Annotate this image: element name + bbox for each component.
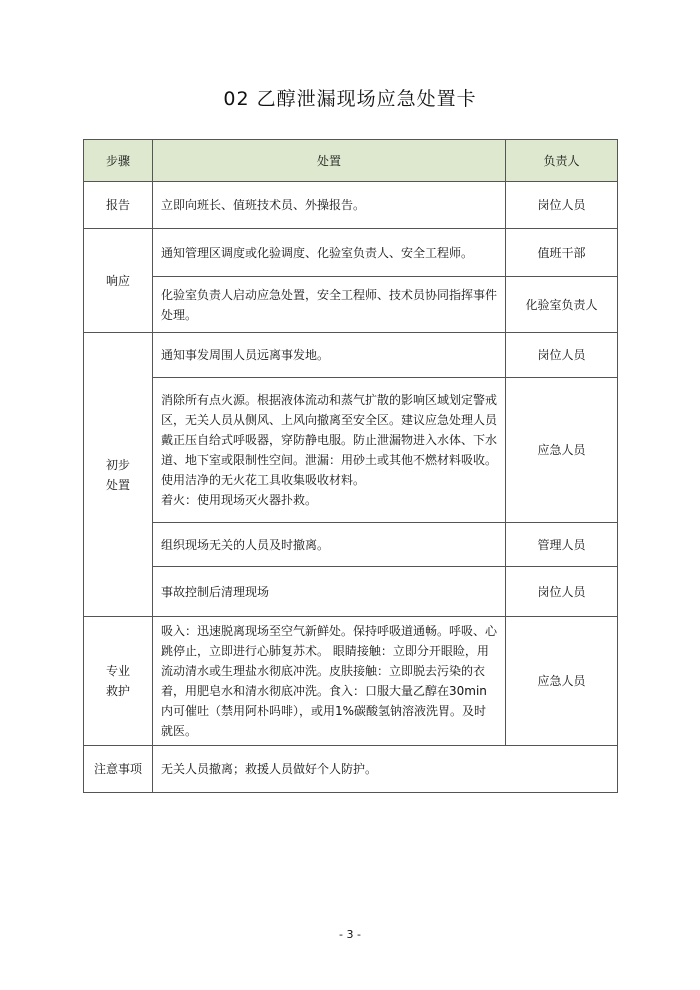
table-row <box>84 617 618 746</box>
table-row <box>84 523 618 567</box>
step-rescue-line1: 专业 <box>105 664 130 678</box>
action-cell: 吸入：迅速脱离现场至空气新鲜处。保持呼吸道通畅。呼吸、心跳停止，立即进行心肺复苏术。 眼睛接触：立即分开眼睑，用流动清水或生理盐水彻底冲洗。皮肤接触：立即脱去污染的衣着，用肥皂水和清水彻底冲洗。食入：口服大量乙醇在30min内可催吐（禁用阿朴吗啡），或用1%碳酸氢钠溶液洗胃。及时就医。 <box>153 617 506 746</box>
header-owner: 负责人 <box>506 140 618 182</box>
owner-cell: 应急人员 <box>506 617 618 746</box>
owner-cell: 化验室负责人 <box>506 277 618 333</box>
owner-cell: 岗位人员 <box>506 333 618 378</box>
card-title: 02 乙醇泄漏现场应急处置卡 <box>223 88 477 110</box>
table-row <box>84 182 618 229</box>
action-line: 着火：使用现场灭火器扑救。 <box>161 493 318 507</box>
step-initial <box>84 333 153 617</box>
action-cell: 通知管理区调度或化验调度、化验室负责人、安全工程师。 <box>153 229 506 277</box>
step-rescue <box>84 617 153 746</box>
action-cell <box>153 378 506 523</box>
step-rescue-line2: 救护 <box>105 684 130 698</box>
notes-cell: 无关人员撤离；救援人员做好个人防护。 <box>153 746 618 793</box>
owner-cell: 岗位人员 <box>506 567 618 617</box>
emergency-disposal-table <box>83 139 618 793</box>
header-action: 处置 <box>153 140 506 182</box>
action-cell: 组织现场无关的人员及时撤离。 <box>153 523 506 567</box>
action-line: 消除所有点火源。根据液体流动和蒸气扩散的影响区域划定警戒区，无关人员从侧风、上风向撤离至安全区。建议应急处理人员戴正压自给式呼吸器，穿防静电服。防止泄漏物进入水体、下水道、地下室或限制性空间。泄漏：用砂土或其他不燃材料吸收。使用洁净的无火花工具收集吸收材料。 <box>161 393 498 487</box>
step-response: 响应 <box>84 229 153 333</box>
table-row <box>84 333 618 378</box>
owner-cell: 值班干部 <box>506 229 618 277</box>
owner-cell: 应急人员 <box>506 378 618 523</box>
step-initial-line2: 处置 <box>105 477 130 492</box>
action-cell: 事故控制后清理现场 <box>153 567 506 617</box>
owner-cell: 岗位人员 <box>506 182 618 229</box>
header-step: 步骤 <box>84 140 153 182</box>
table-row <box>84 567 618 617</box>
table-row <box>84 746 618 793</box>
table-header-row <box>84 140 618 182</box>
action-cell: 化验室负责人启动应急处置，安全工程师、技术员协同指挥事件处理。 <box>153 277 506 333</box>
table-row <box>84 229 618 277</box>
page-number: - 3 - <box>339 928 361 941</box>
owner-cell: 管理人员 <box>506 523 618 567</box>
action-cell: 通知事发周围人员远离事发地。 <box>153 333 506 378</box>
step-notes: 注意事项 <box>84 746 153 793</box>
step-report: 报告 <box>84 182 153 229</box>
table-row <box>84 277 618 333</box>
step-initial-line1: 初步 <box>105 457 130 472</box>
action-cell: 立即向班长、值班技术员、外操报告。 <box>153 182 506 229</box>
table-row <box>84 378 618 523</box>
